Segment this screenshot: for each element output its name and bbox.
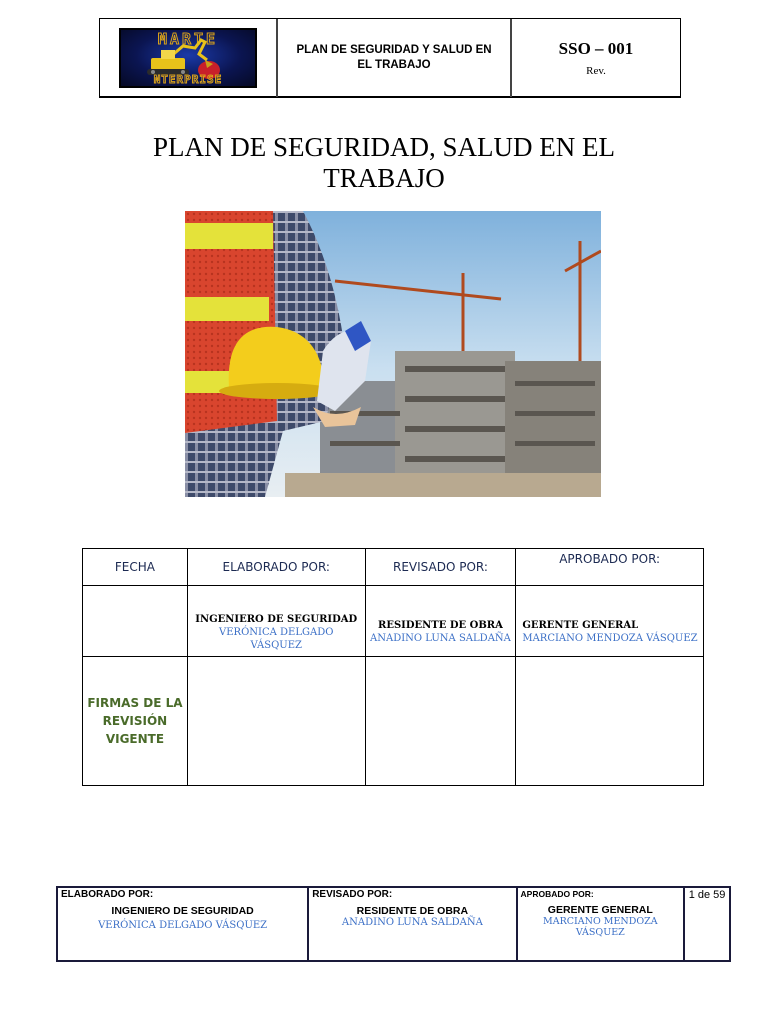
table-row (83, 586, 704, 657)
firmas-label (83, 657, 188, 786)
approval-table (82, 548, 704, 786)
revisado-name: ANADINO LUNA SALDAÑA (370, 633, 511, 644)
footer-revisado-name: ANADINO LUNA SALDAÑA (341, 917, 483, 928)
footer-elaborado-label: ELABORADO POR: (61, 889, 154, 900)
revisado-role: RESIDENTE DE OBRA (378, 620, 503, 631)
revision-label: Rev. (586, 65, 606, 77)
header-elaborado: ELABORADO POR: (187, 549, 365, 586)
firma-revisado (365, 657, 516, 786)
footer-aprobado (517, 887, 685, 961)
logo-bottom-text: NTERPRISE (153, 73, 223, 86)
construction-worker-image (185, 211, 601, 497)
document-code: SSO – 001 (558, 39, 634, 58)
aprobado-name: MARCIANO MENDOZA VÁSQUEZ (522, 633, 698, 644)
aprobado-role: GERENTE GENERAL (522, 620, 639, 631)
firma-elaborado (187, 657, 365, 786)
logo-top-text: MARTE (157, 30, 219, 48)
table-row (57, 887, 730, 961)
header-aprobado: APROBADO POR: (516, 549, 704, 586)
header-code-cell (512, 19, 680, 97)
table-row (83, 657, 704, 786)
page-title (60, 132, 708, 194)
elaborado-cell (187, 586, 365, 657)
footer-elaborado (57, 887, 308, 961)
firmas-line1: FIRMAS DE LA (87, 696, 183, 710)
elaborado-name: VERÓNICA DELGADO VÁSQUEZ (219, 626, 334, 651)
page-number: 1 de 59 (688, 889, 726, 901)
footer-elaborado-name: VERÓNICA DELGADO VÁSQUEZ (98, 920, 268, 931)
document-footer (56, 886, 731, 962)
revisado-cell (365, 586, 516, 657)
aprobado-cell (516, 586, 704, 657)
cover-photo (185, 211, 601, 497)
header-fecha: FECHA (83, 549, 188, 586)
page-title-line2: TRABAJO (323, 163, 445, 193)
footer-aprobado-name: MARCIANO MENDOZA VÁSQUEZ (543, 916, 658, 938)
footer-page (684, 887, 730, 961)
company-logo (119, 28, 257, 88)
footer-aprobado-label: APROBADO POR: (520, 889, 594, 899)
footer-revisado (308, 887, 516, 961)
table-row (83, 549, 704, 586)
footer-aprobado-role: GERENTE GENERAL (547, 904, 653, 916)
footer-revisado-role: RESIDENTE DE OBRA (356, 905, 469, 917)
fecha-value-cell (83, 586, 188, 657)
document-header (99, 18, 681, 98)
elaborado-role: INGENIERO DE SEGURIDAD (195, 613, 358, 625)
firma-aprobado (516, 657, 704, 786)
header-revisado: REVISADO POR: (365, 549, 516, 586)
firmas-line2: REVISIÓN (102, 714, 168, 728)
firmas-line3: VIGENTE (105, 732, 165, 746)
logo-cell (100, 19, 278, 97)
footer-revisado-label: REVISADO POR: (312, 889, 393, 900)
footer-elaborado-role: INGENIERO DE SEGURIDAD (111, 905, 254, 917)
header-doc-title: PLAN DE SEGURIDAD Y SALUD EN EL TRABAJO (278, 19, 512, 97)
page-title-line1: PLAN DE SEGURIDAD, SALUD EN EL (153, 132, 615, 162)
